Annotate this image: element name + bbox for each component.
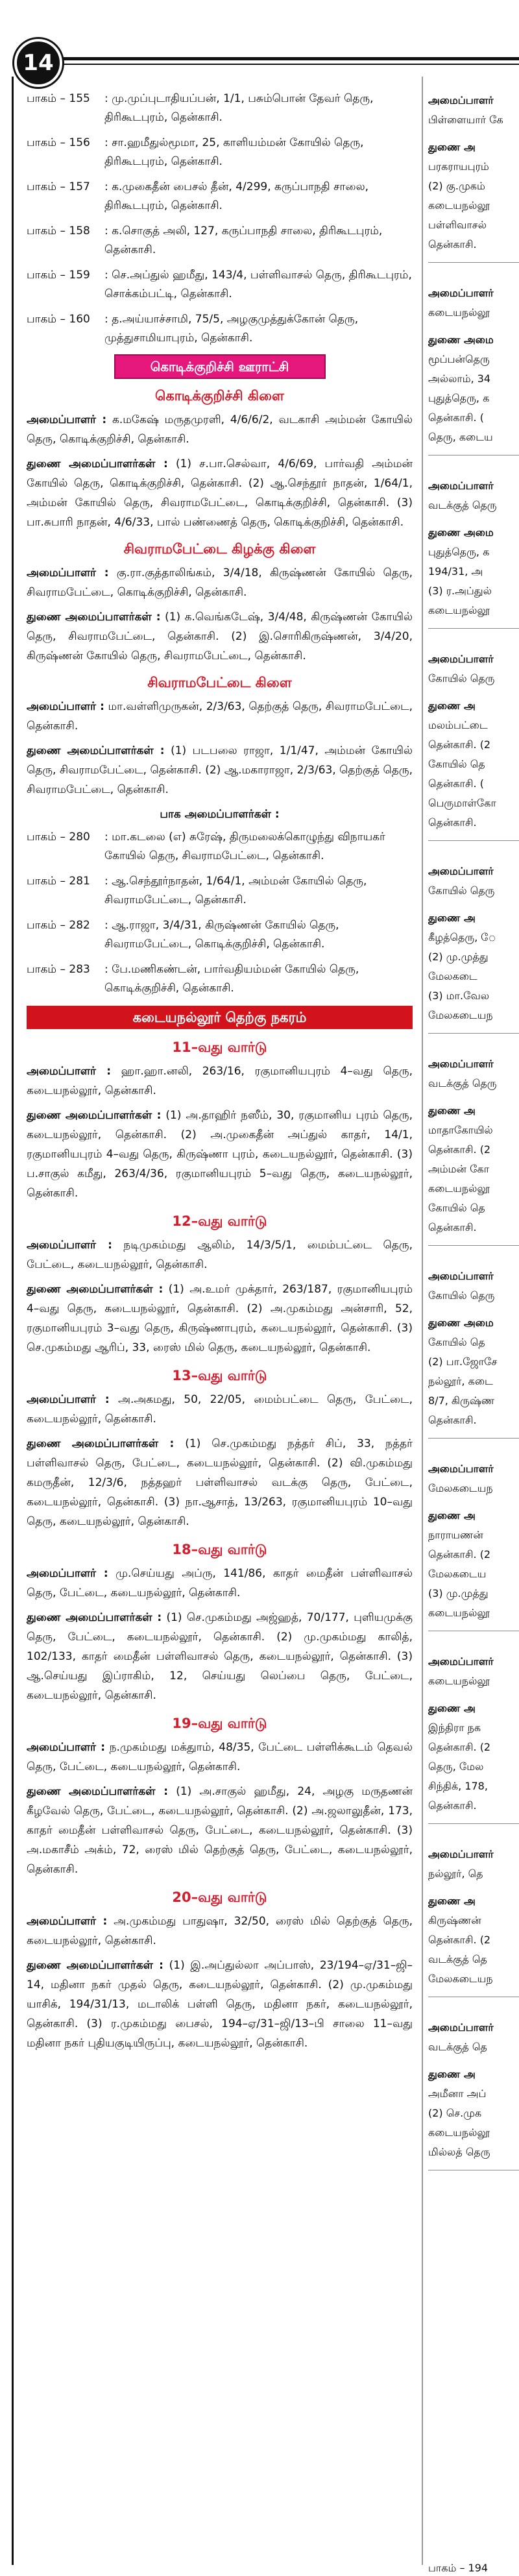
booth-row — [27, 90, 413, 127]
deputies-detail: (1) செ.முகம்மது நத்தர் சிப், 33, நத்தர் பள்ளிவாசல் தெரு, பேட்டை, கடையநல்லூர், தென்காசி. (2) வி.முகம்மது கமருதீன், 12/3/6, நத்தஹர் பள்ளிவாசல் வடக்கு தெரு, பேட்டை, கடையநல்லூர், தென்காசி. (3) நா.ஆசாத், 13/263, ரகுமானியபுரம் 10–வது தெரு, கடையநல்லூர், தென்காசி. — [27, 1437, 413, 1528]
branch-title-kodikurichi: கொடிக்குறிச்சி கிளை — [155, 388, 284, 404]
side-entry — [428, 2065, 519, 2162]
side-line: தென்காசி. (2 — [428, 1548, 491, 1561]
side-line: தென்காசி. (2 — [428, 1143, 491, 1156]
ward-secretary — [27, 1738, 413, 1777]
side-entry — [428, 2018, 519, 2057]
label-secretary: அமைப்பாளர் : — [27, 1567, 108, 1580]
side-line: அமைப்பாளர் — [428, 865, 494, 877]
side-line: வடக்குத் தெ — [428, 1953, 487, 1965]
secretary-detail: அ.அகமது, 50, 22/05, மைம்பட்டை தெரு, பேட்டை, கடையநல்லூர், தென்காசி. — [27, 1393, 413, 1426]
side-entry — [428, 1054, 519, 1093]
deputies-detail: (1) அ.தாஹிர் நஸீம், 30, ரகுமானிய புரம் தெரு, கடையநல்லூர், தென்காசி. (2) அ.முகைதீன் அப்துல் காதர், 14/1, ரகுமானியபுரம் 4–வது தெரு, கிருஷ்ணா புரம், கடையநல்லூர், தென்காசி. (3) ப.சாகுல் கமீது, 263/4/36, ரகுமானியபுரம் 5–வது தெரு, கடையநல்லூர், தென்காசி. — [27, 1109, 413, 1200]
side-line: (2) பா.ஜோசே — [428, 1355, 498, 1368]
sivarama-secretary: அமைப்பாளர் : மா.வள்ளிமுருகன், 2/3/63, தெற்குத் தெரு, சிவராமபேட்டை, தென்காசி. — [27, 700, 413, 733]
booth-row — [27, 222, 413, 260]
deputies-detail: (1) அ.சாகுல் ஹமீது, 24, அழகு மருதணன் கீழவேல் தெரு, பேட்டை, கடையநல்லூர், தென்காசி. (2) அ.ஜலாலுதீன், 173, காதர் மைதீன் பள்ளிவாசல் தெரு, பேட்டை, கடையநல்லூர், தென்காசி. (3) அ.மகாசீம் அக்ம், 72, ரைஸ் மில் தெற்குத் தெரு, பேட்டை, கடையநல்லூர், தென்காசி. — [27, 1785, 413, 1876]
side-line: கடையநல்லூ — [428, 1182, 490, 1195]
booth-list-bottom — [27, 828, 413, 998]
booth-label: பாகம் – 160 — [27, 313, 90, 326]
side-entry — [428, 1845, 519, 1884]
side-line: கடையநல்லூ — [428, 604, 490, 616]
side-line: அமைப்பாளர் — [428, 653, 494, 665]
booth-row — [27, 266, 413, 304]
side-line: புதுத்தெரு, க — [428, 392, 490, 404]
side-divider — [428, 1823, 519, 1824]
side-line: துணை அ — [428, 1702, 476, 1714]
side-line: நாராயணன் — [428, 1529, 483, 1541]
side-bottom-booth: பாகம் – 194 — [428, 2562, 489, 2574]
side-line: கடையநல்லூ — [428, 2126, 490, 2139]
booth-list-top — [27, 90, 413, 348]
branch-title-sivarama: சிவராமபேட்டை கிளை — [147, 675, 292, 690]
kodikurichi-secretary: அமைப்பாளர் : க.மகேஷ் மருதமுரளி, 4/6/6/2, வடகாசி அம்மன் கோயில் தெரு, கொடிக்குறிச்சி, தென்காசி. — [27, 413, 413, 446]
booth-row — [27, 872, 413, 910]
booth-detail: : மு.முப்புடாதியப்பன், 1/1, பசும்பொன் தேவர் தெரு, திரிகூடபுரம், தென்காசி. — [104, 92, 374, 124]
side-entry — [428, 1313, 519, 1430]
side-entry — [428, 1267, 519, 1306]
side-line: வடக்குத் தெரு — [428, 499, 497, 511]
booth-label: பாகம் – 282 — [27, 919, 90, 932]
side-entry — [428, 862, 519, 901]
side-line: கடையநல்லூ — [428, 199, 490, 212]
side-line: (3) மா.வேல — [428, 990, 490, 1002]
side-entry — [428, 1652, 519, 1691]
label-deputies: துணை அமைப்பாளர்கள் : — [27, 1611, 162, 1624]
side-line: பள்ளிவாசல் — [428, 219, 487, 231]
side-line: கோயில் தெரு — [428, 1289, 495, 1302]
booth-label: பாகம் – 280 — [27, 831, 90, 844]
side-line: (3) ர.அப்துல் — [428, 585, 492, 597]
side-line: அமைப்பாளர் — [428, 2021, 494, 2034]
side-line: கடையநல்லூ — [428, 1607, 490, 1619]
side-line: மாதாகோயில் — [428, 1124, 493, 1136]
side-entry — [428, 650, 519, 688]
booth-detail: : சா.ஹமீதுல்மூமா, 25, காளியம்மன் கோயில் தெரு, திரிகூடபுரம், தென்காசி. — [104, 136, 364, 168]
side-divider — [428, 262, 519, 263]
label-secretary: அமைப்பாளர் : — [27, 1915, 108, 1928]
side-line: கோயில் தெரு — [428, 884, 495, 897]
ward-deputies — [27, 1434, 413, 1531]
label-secretary: அமைப்பாளர் : — [27, 1741, 105, 1754]
page-number-badge: 14 — [14, 39, 62, 87]
ward-title: 12–வது வார்டு — [172, 1213, 267, 1229]
label-secretary: அமைப்பாளர் : — [27, 413, 107, 426]
label-deputies: துணை அமைப்பாளர்கள் : — [27, 611, 161, 624]
side-line: துணை அமை — [428, 1317, 494, 1329]
side-line: துணை அ — [428, 1104, 476, 1117]
main-column — [12, 77, 422, 2565]
side-divider — [428, 840, 519, 841]
ward-secretary — [27, 1235, 413, 1274]
sivarama-east-deputies: துணை அமைப்பாளர்கள் : (1) க.வெங்கடேஷ், 3/4/48, கிருஷ்ணன் கோயில் தெரு, சிவராமபேட்டை, தென்காசி. (2) இ.சொரிகிருஷ்ணன், 3/4/20, கிருஷ்ணன் கோயில் தெரு, சிவராமபேட்டை, தென்காசி. — [27, 611, 413, 662]
side-entry — [428, 1101, 519, 1237]
side-line: இந்திரா நக — [428, 1721, 481, 1734]
side-line: மலம்பட்டை — [428, 719, 488, 731]
ward-title: 18–வது வார்டு — [172, 1542, 267, 1557]
side-line: (2) கு.முகம் — [428, 180, 485, 192]
side-line: கோயில் தெ — [428, 1202, 485, 1214]
label-secretary: அமைப்பாளர் : — [27, 700, 104, 713]
label-deputies: துணை அமைப்பாளர்கள் : — [27, 1959, 163, 1972]
side-line: தென்காசி. ( — [428, 777, 484, 790]
union-banner: கொடிக்குறிச்சி ஊராட்சி — [114, 354, 326, 379]
header-rule-thin — [52, 64, 519, 65]
booth-label: பாகம் – 155 — [27, 92, 90, 105]
side-line: (3) மு.முத்து — [428, 1587, 489, 1599]
secretary-detail: அ.முகம்மது பாதுஷா, 32/50, ரைஸ் மில் தெற்குத் தெரு, கடையநல்லூர், தென்காசி. — [27, 1915, 413, 1947]
side-line: 194/31, அ — [428, 565, 483, 577]
side-line: தென்காசி. — [428, 816, 477, 829]
side-line: அமைப்பாளர் — [428, 94, 494, 106]
side-entry — [428, 908, 519, 1025]
side-line: மேலகடையந — [428, 1973, 493, 1985]
ward-secretary — [27, 1912, 413, 1950]
side-line: அமைப்பாளர் — [428, 287, 494, 299]
side-entry — [428, 1891, 519, 1989]
side-line: துணை அமை — [428, 334, 494, 346]
side-line: கடையநல்லூ — [428, 306, 490, 319]
booth-detail: : க.முகைதீன் பைசல் தீன், 4/299, கருப்பாநதி சாலை, திரிகூடபுரம், தென்காசி. — [104, 180, 368, 212]
side-line: துணை அ — [428, 141, 476, 153]
booth-detail: : ஆ.ராஜா, 3/4/31, கிருஷ்ணன் கோயில் தெரு, சிவராமபேட்டை, கொடிக்குறிச்சி, தென்காசி. — [104, 919, 339, 951]
branch-title-sivarama-east: சிவராமபேட்டை கிழக்கு கிளை — [123, 541, 316, 557]
side-entry — [428, 476, 519, 515]
side-entry — [428, 1459, 519, 1498]
booth-row — [27, 178, 413, 215]
sivarama-east-secretary: அமைப்பாளர் : கு.ரா.குத்தாலிங்கம், 3/4/18, கிருஷ்ணன் கோயில் தெரு, சிவராமபேட்டை, கொடிக்குறிச்சி, தென்காசி. — [27, 566, 413, 599]
side-divider — [428, 1245, 519, 1246]
booth-label: பாகம் – 157 — [27, 180, 90, 193]
label-deputies: துணை அமைப்பாளர்கள் : — [27, 457, 168, 470]
side-line: நல்லூர், கடை — [428, 1375, 493, 1387]
ward-deputies — [27, 1280, 413, 1357]
side-line: துணை அ — [428, 2068, 476, 2080]
side-divider — [428, 1033, 519, 1034]
booth-label: பாகம் – 156 — [27, 136, 90, 149]
side-line: மூப்பன்தெரு — [428, 353, 490, 365]
side-line: மேலகடைய — [428, 1568, 487, 1580]
side-line: அமைப்பாளர் — [428, 480, 494, 492]
side-line: (2) மு.முத்து — [428, 951, 489, 963]
side-entries — [428, 91, 519, 2170]
side-line: தென்காசி. — [428, 1414, 477, 1426]
label-secretary: அமைப்பாளர் : — [27, 1239, 112, 1252]
side-entry — [428, 91, 519, 130]
side-line: வடக்குத் தெ — [428, 2041, 487, 2053]
town-banner: கடையநல்லூர் தெற்கு நகரம் — [27, 1006, 413, 1029]
ward-title: 13–வது வார்டு — [172, 1368, 267, 1383]
side-line: கிருஷ்ணன் — [428, 1914, 481, 1926]
side-line: கோயில் தெ — [428, 758, 485, 770]
side-line: அம்மன் கோ — [428, 1163, 490, 1175]
side-line: கோயில் தெ — [428, 1336, 485, 1348]
side-entry — [428, 696, 519, 832]
deputies-detail: (1) செ.முகம்மது அஜ்ஹத், 70/177, புளியமுக்கு தெரு, பேட்டை, கடையநல்லூர், தென்காசி. (2) மு.முகம்மது காலித், 102/133, காதர் மைதீன் பள்ளிவாசல் தெரு, கடையநல்லூர், தென்காசி. (3) ஆ.செய்யது இப்ராகிம், 12, செய்யது லெப்பை தெரு, பேட்டை, கடையநல்லூர், தென்காசி. — [27, 1611, 413, 1702]
booth-detail: : த.அய்யாச்சாமி, 75/5, அழகுமுத்துக்கோன் தெரு, முத்துசாமியாபுரம், தென்காசி. — [104, 313, 359, 345]
side-entry — [428, 523, 519, 620]
ward-secretary — [27, 1564, 413, 1603]
label-deputies: துணை அமைப்பாளர்கள் : — [27, 1785, 168, 1798]
booth-row — [27, 310, 413, 348]
side-line: தெரு, கடைய — [428, 431, 493, 443]
ward-title: 20–வது வார்டு — [172, 1889, 267, 1905]
label-secretary: அமைப்பாளர் : — [27, 1065, 112, 1078]
side-line: கீழத்தெரு, ே — [428, 931, 496, 943]
booth-label: பாகம் – 158 — [27, 225, 90, 237]
label-secretary: அமைப்பாளர் : — [27, 566, 109, 579]
side-line: மேலகடையந — [428, 1009, 493, 1021]
side-line: அமைப்பாளர் — [428, 1463, 494, 1475]
label-deputies: துணை அமைப்பாளர்கள் : — [27, 1283, 163, 1296]
side-line: கடையநல்லூ — [428, 1675, 490, 1687]
side-line: தென்காசி. — [428, 1221, 477, 1233]
deputies-detail: (1) இ.அப்துல்லா அப்பாஸ், 23/194–ஏ/31–ஜி–14, மதினா நகர் முதல் தெரு, கடையநல்லூர், தென்காசி. (2) மு.முகம்மது யாசிக், 194/31/13, மடாலிக் பள்ளி தெரு, மதினா நகர், கடையநல்லூர், தென்காசி. (3) ர.முகம்மது பைசல், 194–ஏ/31–ஜி/13–பி சாலை 11–வது மதினா நகர் புதியகுடியிருப்பு, கடையநல்லூர், தென்காசி. — [27, 1959, 413, 2050]
booth-label: பாகம் – 283 — [27, 963, 90, 976]
side-line: மேலகடை — [428, 970, 477, 982]
deputies-detail: (1) அ.உமர் முக்தார், 263/187, ரகுமானியபுரம் 4–வது தெரு, கடையநல்லூர், தென்காசி. (2) அ.முகம்மது அன்சாரி, 52, ரகுமானியபுரம் 3–வது தெரு, கிருஷ்ணாபுரம், கடையநல்லூர், தென்காசி. (3) செ.முகம்மது ஆரிப், 33, ரைஸ் மில் தெரு, கடையநல்லூர், தென்காசி. — [27, 1283, 413, 1354]
column-divider — [422, 77, 423, 2565]
side-divider — [428, 628, 519, 629]
ward-deputies — [27, 1106, 413, 1203]
side-line: 8/7, கிருஷ்ண — [428, 1394, 495, 1407]
side-line: தென்காசி. — [428, 1799, 477, 1812]
ward-deputies — [27, 1608, 413, 1705]
side-divider — [428, 455, 519, 456]
side-line: அல்லாம், 34 — [428, 372, 491, 385]
booth-label: பாகம் – 281 — [27, 875, 90, 888]
booth-detail: : ஆ.செந்தூர்நாதன், 1/64/1, அம்மன் கோயில் தெரு, சிவராமபேட்டை, தென்காசி. — [104, 875, 367, 906]
ward-secretary — [27, 1390, 413, 1429]
side-line: கோயில் தெரு — [428, 672, 495, 685]
booth-detail: : க.சொகுத் அலி, 127, கருப்பாநதி சாலை, திரிகூடபுரம், தென்காசி. — [104, 225, 383, 256]
side-line: நல்லூர், தெ — [428, 1867, 483, 1880]
side-line: துணை அ — [428, 1509, 476, 1522]
side-line: புதுத்தெரு, க — [428, 546, 490, 558]
side-line: துணை அ — [428, 912, 476, 924]
side-line: துணை அ — [428, 699, 476, 712]
ward-title: 11–வது வார்டு — [172, 1039, 267, 1055]
sivarama-deputies: துணை அமைப்பாளர்கள் : (1) படபலை ராஜா, 1/1/47, அம்மன் கோயில் தெரு, சிவராமபேட்டை, தென்காசி. (2) ஆ.மகாராஜா, 2/3/63, தெற்குத் தெரு, சிவராமபேட்டை, தென்காசி. — [27, 744, 413, 796]
side-line: தென்காசி. — [428, 238, 477, 250]
secretary-detail: ஹா.ஹா.னலி, 263/16, ரகுமானியபுரம் 4–வது தெரு, கடையநல்லூர், தென்காசி. — [27, 1065, 413, 1097]
secretary-detail: மு.செய்யது அப்ரு, 141/86, காதர் மைதீன் பள்ளிவாசல் தெரு, பேட்டை, கடையநல்லூர், தென்காசி. — [27, 1567, 413, 1599]
side-line: தென்காசி. (2 — [428, 738, 491, 751]
booth-label: பாகம் – 159 — [27, 269, 90, 282]
ward-list — [27, 1037, 413, 2053]
side-line: பரகராயபுரம் — [428, 160, 489, 173]
side-entry — [428, 1699, 519, 1816]
side-line: (2) செ.முக — [428, 2107, 482, 2119]
side-column-cropped — [428, 91, 519, 2574]
ward-deputies — [27, 1782, 413, 1879]
side-line: மேலகடையந — [428, 1482, 493, 1494]
side-line: தென்காசி. (2 — [428, 1741, 491, 1753]
side-line: பிள்ளையார் கே — [428, 114, 503, 126]
label-deputies: துணை அமைப்பாளர்கள் : — [27, 744, 165, 757]
booth-row — [27, 134, 413, 171]
side-line: அமைப்பாளர் — [428, 1848, 494, 1860]
side-line: வடக்குத் தெரு — [428, 1077, 497, 1089]
label-deputies: துணை அமைப்பாளர்கள் : — [27, 1109, 162, 1122]
label-deputies: துணை அமைப்பாளர்கள் : — [27, 1437, 175, 1450]
side-entry — [428, 138, 519, 254]
side-line: சிந்திக், 178, — [428, 1780, 488, 1792]
side-entry — [428, 1506, 519, 1623]
page-header — [0, 0, 519, 76]
secretary-detail: ந.முகம்மது மக்துாம், 48/35, பேட்டை பள்ளிக்கூடம் தெவல் தெரு, பேட்டை, கடையநல்லூர், தென்காசி. — [27, 1741, 413, 1773]
booth-detail: : பே.மணிகண்டன், பார்வதியம்மன் கோயில் தெரு, கொடிக்குறிச்சி, தென்காசி. — [104, 963, 359, 995]
booth-row — [27, 960, 413, 998]
booth-detail: : மா.கடலை (எ) சுரேஷ், திருமலைக்கொழுந்து விநாயகர் கோயில் தெரு, சிவராமபேட்டை, தென்காசி. — [104, 831, 385, 862]
side-divider — [428, 1438, 519, 1439]
side-entry — [428, 330, 519, 447]
kodikurichi-deputies: துணை அமைப்பாளர்கள் : (1) ச.பா.செல்வா, 4/6/69, பார்வதி அம்மன் கோயில் தெரு, கொடிக்குறிச்சி, தென்காசி. (2) ஆ.செந்தூர் நாதன், 1/64/1, அம்மன் கோயில் தெரு, சிவராமபேட்டை, கொடிக்குறிச்சி, தென்காசி. (3) பா.சுபாரி நாதன், 4/6/33, பால் பண்ணைத் தெரு, கொடிக்குறிச்சி, தென்காசி. — [27, 457, 413, 529]
side-line: தெரு, மேல — [428, 1760, 484, 1773]
header-rule-thick — [52, 57, 519, 60]
booth-row — [27, 916, 413, 954]
side-line: அமைப்பாளர் — [428, 1270, 494, 1282]
ward-secretary — [27, 1062, 413, 1100]
side-entry — [428, 284, 519, 322]
label-secretary: அமைப்பாளர் : — [27, 1393, 110, 1406]
secretary-detail: நடிமுகம்மது ஆலிம், 14/3/5/1, மைம்பட்டை தெரு, பேட்டை, கடையநல்லூர், தென்காசி. — [27, 1239, 413, 1271]
booth-agents-heading: பாக அமைப்பாளர்கள் : — [160, 808, 280, 821]
side-line: அமைப்பாளர் — [428, 1655, 494, 1668]
side-line: அமைப்பாளர் — [428, 1058, 494, 1070]
ward-title: 19–வது வார்டு — [172, 1716, 267, 1731]
booth-row — [27, 828, 413, 866]
side-line: துணை அ — [428, 1895, 476, 1907]
side-line: பெருமாள்கோ — [428, 797, 496, 809]
side-line: தென்காசி. ( — [428, 411, 484, 424]
side-line: துணை அமை — [428, 526, 494, 539]
side-line: தென்காசி. (2 — [428, 1934, 491, 1946]
side-line: அமீனா அப் — [428, 2087, 487, 2100]
side-line: மில்லத் தெரு — [428, 2146, 490, 2158]
ward-deputies — [27, 1956, 413, 2053]
booth-detail: : செ.அப்துல் ஹமீது, 143/4, பள்ளிவாசல் தெரு, திரிகூடபுரம், சொக்கம்பட்டி, தென்காசி. — [104, 269, 412, 300]
